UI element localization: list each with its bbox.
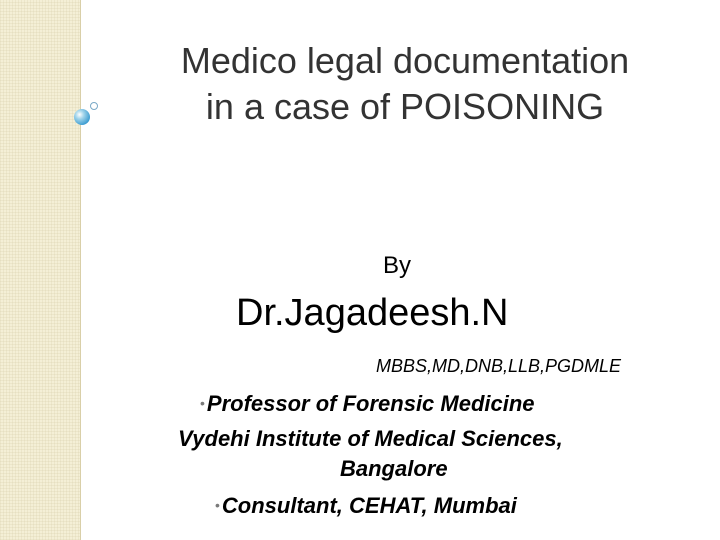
title-line-2: in a case of POISONING	[205, 86, 605, 127]
by-label: By	[383, 252, 412, 279]
bullet-icon: •	[215, 497, 220, 513]
city-line: Bangalore	[340, 456, 448, 481]
institute-line: Vydehi Institute of Medical Sciences,	[178, 426, 563, 451]
author-degrees: MBBS,MD,DNB,LLB,PGDMLE	[376, 356, 622, 376]
position-text: Professor of Forensic Medicine	[206, 391, 535, 416]
consultant-line	[215, 493, 517, 519]
position-line	[200, 391, 535, 417]
bullet-icon: •	[200, 395, 205, 411]
slide-title	[110, 38, 700, 130]
decorative-side-strip	[0, 0, 80, 540]
decorative-small-bubble-icon	[90, 102, 98, 110]
title-line-1: Medico legal documentation	[180, 40, 630, 81]
decorative-bubble-icon	[74, 109, 90, 125]
decorative-divider	[80, 0, 81, 540]
author-name: Dr.Jagadeesh.N	[236, 292, 509, 334]
consultant-text: Consultant, CEHAT, Mumbai	[221, 493, 517, 518]
